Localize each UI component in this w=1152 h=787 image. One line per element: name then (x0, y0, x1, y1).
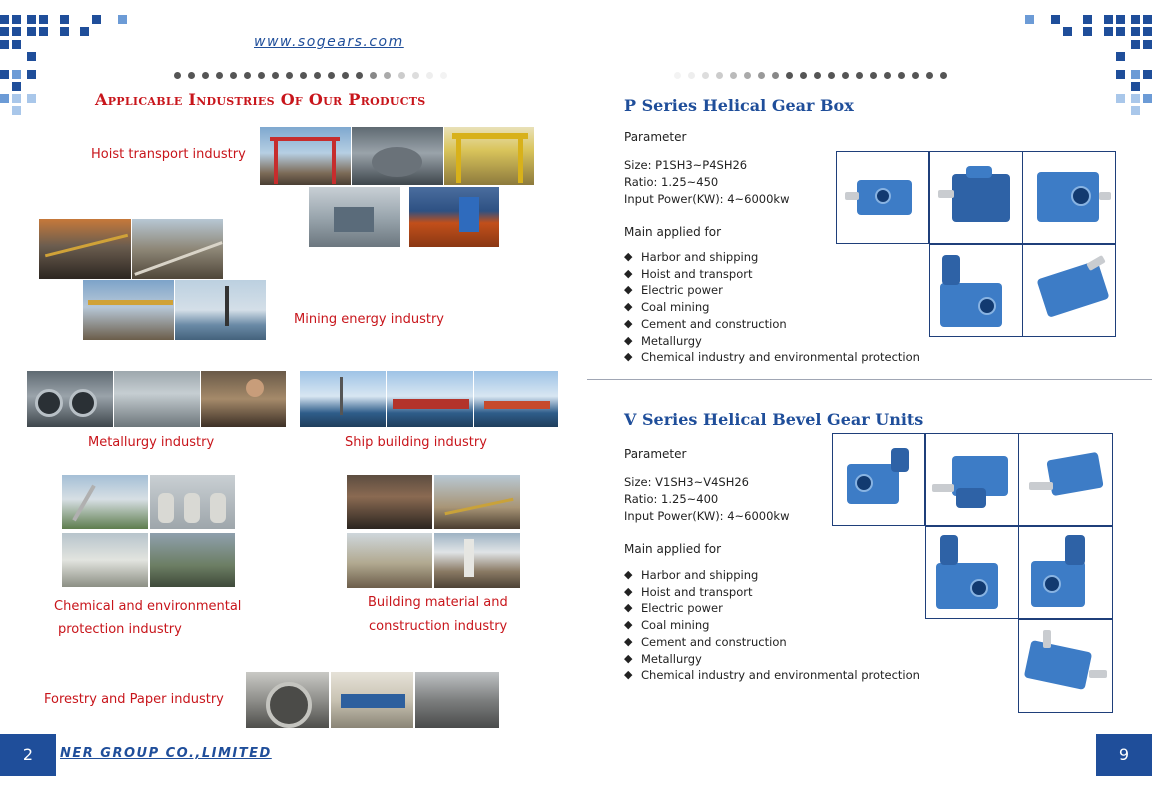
list-item: ◆ Hoist and transport (624, 266, 920, 283)
v-series-size: Size: V1SH3~V4SH26 (624, 475, 749, 489)
industry-label-chemical-line2: protection industry (58, 622, 182, 637)
v-series-param-heading: Parameter (624, 447, 687, 461)
list-item: ◆ Coal mining (624, 299, 920, 316)
p-series-title: P Series Helical Gear Box (624, 96, 854, 115)
gearbox-image (836, 151, 929, 244)
industry-label-forestry: Forestry and Paper industry (44, 692, 224, 707)
gearbox-image (1022, 151, 1116, 244)
p-series-size: Size: P1SH3~P4SH26 (624, 158, 748, 172)
p-series-applications (624, 249, 920, 366)
gearbox-image (1018, 526, 1113, 619)
gearbox-image (929, 244, 1023, 337)
gearbox-image (1022, 244, 1116, 337)
gearbox-image (929, 151, 1023, 244)
list-item: ◆ Cement and construction (624, 316, 920, 333)
list-item: ◆ Harbor and shipping (624, 567, 920, 584)
industry-label-ship: Ship building industry (345, 435, 487, 450)
list-item: ◆ Hoist and transport (624, 584, 920, 601)
dot-divider-right (674, 72, 947, 80)
list-item: ◆ Cement and construction (624, 634, 920, 651)
gearbox-image (832, 433, 925, 526)
v-series-applied-heading: Main applied for (624, 542, 722, 556)
list-item: ◆ Electric power (624, 282, 920, 299)
page-number-left: 2 (0, 734, 56, 776)
gearbox-image (1018, 433, 1113, 526)
list-item: ◆ Metallurgy (624, 651, 920, 668)
gearbox-image (925, 526, 1019, 619)
p-series-ratio: Ratio: 1.25~450 (624, 175, 719, 189)
website-url[interactable]: www.sogears.com (254, 34, 404, 50)
list-item: ◆ Chemical industry and environmental protection (624, 349, 920, 366)
industry-label-building-line1: Building material and (368, 595, 508, 610)
page-number-right: 9 (1096, 734, 1152, 776)
gearbox-image (1018, 619, 1113, 713)
industry-label-building-line2: construction industry (369, 619, 508, 634)
gearbox-image (925, 433, 1019, 526)
industry-label-metallurgy: Metallurgy industry (88, 435, 215, 450)
v-series-ratio: Ratio: 1.25~400 (624, 492, 719, 506)
v-series-title: V Series Helical Bevel Gear Units (624, 410, 924, 429)
list-item: ◆ Metallurgy (624, 333, 920, 350)
company-name[interactable]: NER GROUP CO.,LIMITED (60, 746, 272, 761)
section-divider (587, 379, 1152, 380)
list-item: ◆ Electric power (624, 600, 920, 617)
dot-divider-left (174, 72, 447, 80)
v-series-power: Input Power(KW): 4~6000kw (624, 509, 790, 523)
list-item: ◆ Harbor and shipping (624, 249, 920, 266)
list-item: ◆ Chemical industry and environmental protection (624, 667, 920, 684)
v-series-applications (624, 567, 920, 684)
industry-label-chemical-line1: Chemical and environmental (54, 599, 242, 614)
page-title: Applicable Industries Of Our Products (95, 90, 426, 109)
p-series-param-heading: Parameter (624, 130, 687, 144)
industry-label-hoist: Hoist transport industry (91, 147, 246, 162)
p-series-power: Input Power(KW): 4~6000kw (624, 192, 790, 206)
industry-label-mining: Mining energy industry (294, 312, 444, 327)
list-item: ◆ Coal mining (624, 617, 920, 634)
p-series-applied-heading: Main applied for (624, 225, 722, 239)
